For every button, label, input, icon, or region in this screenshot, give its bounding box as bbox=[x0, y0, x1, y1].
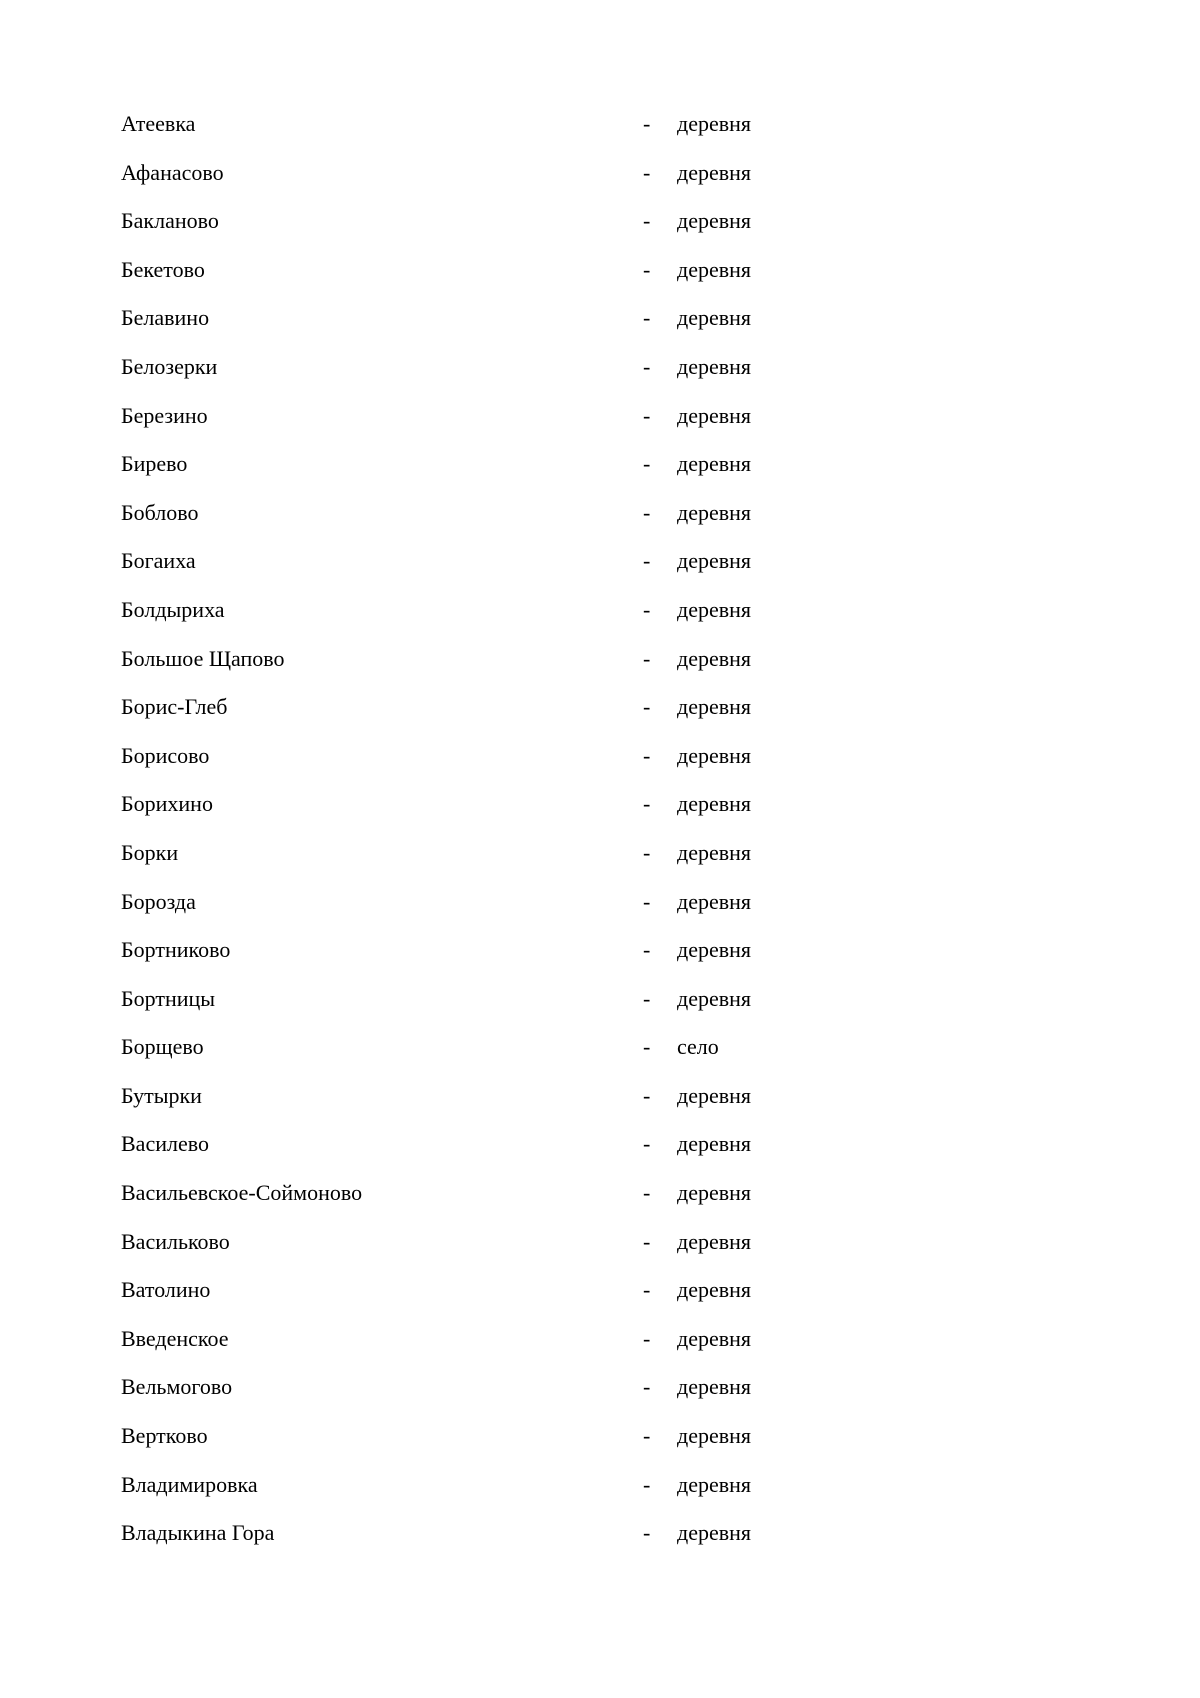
settlement-type: деревня bbox=[677, 839, 752, 865]
separator-dash: - bbox=[643, 1131, 651, 1157]
settlement-name: Ватолино bbox=[121, 1277, 211, 1303]
settlement-name: Боблово bbox=[121, 499, 199, 525]
settlement-name: Бакланово bbox=[121, 208, 219, 234]
list-item bbox=[121, 1081, 881, 1130]
settlement-name: Владыкина Гора bbox=[121, 1520, 275, 1546]
list-item bbox=[121, 1227, 881, 1276]
settlement-type: деревня bbox=[677, 791, 752, 817]
separator-dash: - bbox=[643, 499, 651, 525]
settlement-name: Болдыриха bbox=[121, 596, 225, 622]
settlement-type: деревня bbox=[677, 353, 752, 379]
separator-dash: - bbox=[643, 1277, 651, 1303]
settlement-type: деревня bbox=[677, 742, 752, 768]
settlement-name: Бортниково bbox=[121, 937, 231, 963]
list-item bbox=[121, 1129, 881, 1178]
separator-dash: - bbox=[643, 159, 651, 185]
list-item bbox=[121, 1421, 881, 1470]
list-item bbox=[121, 692, 881, 741]
settlement-name: Бутырки bbox=[121, 1082, 202, 1108]
settlement-type: деревня bbox=[677, 548, 752, 574]
settlement-name: Борщево bbox=[121, 1034, 204, 1060]
separator-dash: - bbox=[643, 208, 651, 234]
list-item bbox=[121, 158, 881, 207]
separator-dash: - bbox=[643, 1520, 651, 1546]
settlement-type: деревня bbox=[677, 888, 752, 914]
list-item bbox=[121, 255, 881, 304]
list-item bbox=[121, 984, 881, 1033]
settlement-name: Борозда bbox=[121, 888, 196, 914]
settlement-name: Борки bbox=[121, 839, 179, 865]
settlement-type: деревня bbox=[677, 1423, 752, 1449]
list-item bbox=[121, 1518, 881, 1567]
list-item bbox=[121, 1032, 881, 1081]
settlement-name: Березино bbox=[121, 402, 208, 428]
settlement-type: деревня bbox=[677, 499, 752, 525]
settlement-type: деревня bbox=[677, 1082, 752, 1108]
separator-dash: - bbox=[643, 1423, 651, 1449]
settlement-name: Белавино bbox=[121, 305, 210, 331]
separator-dash: - bbox=[643, 548, 651, 574]
settlement-type: деревня bbox=[677, 1325, 752, 1351]
separator-dash: - bbox=[643, 1374, 651, 1400]
separator-dash: - bbox=[643, 353, 651, 379]
list-item bbox=[121, 935, 881, 984]
settlement-name: Афанасово bbox=[121, 159, 224, 185]
settlement-type: деревня bbox=[677, 1471, 752, 1497]
settlement-type: деревня bbox=[677, 159, 752, 185]
settlement-type: деревня bbox=[677, 305, 752, 331]
settlement-name: Борихино bbox=[121, 791, 213, 817]
settlement-type: деревня bbox=[677, 596, 752, 622]
settlement-name: Василево bbox=[121, 1131, 209, 1157]
settlement-type: деревня bbox=[677, 1374, 752, 1400]
settlement-name: Вельмогово bbox=[121, 1374, 233, 1400]
list-item bbox=[121, 1324, 881, 1373]
settlement-type: деревня bbox=[677, 985, 752, 1011]
separator-dash: - bbox=[643, 402, 651, 428]
settlement-type: деревня bbox=[677, 694, 752, 720]
separator-dash: - bbox=[643, 839, 651, 865]
settlement-type: деревня bbox=[677, 451, 752, 477]
separator-dash: - bbox=[643, 1471, 651, 1497]
settlement-name: Большое Щапово bbox=[121, 645, 285, 671]
settlement-type: деревня bbox=[677, 1520, 752, 1546]
list-item bbox=[121, 498, 881, 547]
separator-dash: - bbox=[643, 305, 651, 331]
settlement-name: Богаиха bbox=[121, 548, 196, 574]
list-item bbox=[121, 789, 881, 838]
settlement-name: Борисово bbox=[121, 742, 210, 768]
settlement-type: село bbox=[677, 1034, 719, 1060]
settlement-name: Введенское bbox=[121, 1325, 229, 1351]
list-item bbox=[121, 741, 881, 790]
list-item bbox=[121, 644, 881, 693]
settlement-name: Бирево bbox=[121, 451, 188, 477]
settlement-name: Белозерки bbox=[121, 353, 218, 379]
settlement-type: деревня bbox=[677, 1180, 752, 1206]
list-item bbox=[121, 887, 881, 936]
settlement-type: деревня bbox=[677, 1277, 752, 1303]
separator-dash: - bbox=[643, 888, 651, 914]
list-item bbox=[121, 595, 881, 644]
settlement-name: Васильевское-Соймоново bbox=[121, 1180, 363, 1206]
settlement-type: деревня bbox=[677, 1131, 752, 1157]
settlement-list bbox=[121, 109, 881, 1567]
list-item bbox=[121, 1275, 881, 1324]
separator-dash: - bbox=[643, 111, 651, 136]
separator-dash: - bbox=[643, 596, 651, 622]
list-item bbox=[121, 401, 881, 450]
settlement-type: деревня bbox=[677, 645, 752, 671]
list-item bbox=[121, 1178, 881, 1227]
list-item bbox=[121, 546, 881, 595]
separator-dash: - bbox=[643, 985, 651, 1011]
settlement-type: деревня bbox=[677, 111, 752, 136]
separator-dash: - bbox=[643, 1082, 651, 1108]
separator-dash: - bbox=[643, 742, 651, 768]
settlement-type: деревня bbox=[677, 402, 752, 428]
separator-dash: - bbox=[643, 937, 651, 963]
list-item bbox=[121, 206, 881, 255]
list-item bbox=[121, 109, 881, 158]
separator-dash: - bbox=[643, 1325, 651, 1351]
list-item bbox=[121, 838, 881, 887]
settlement-name: Вертково bbox=[121, 1423, 208, 1449]
separator-dash: - bbox=[643, 256, 651, 282]
list-item bbox=[121, 449, 881, 498]
separator-dash: - bbox=[643, 1180, 651, 1206]
separator-dash: - bbox=[643, 791, 651, 817]
settlement-type: деревня bbox=[677, 1228, 752, 1254]
separator-dash: - bbox=[643, 1228, 651, 1254]
settlement-name: Владимировка bbox=[121, 1471, 258, 1497]
separator-dash: - bbox=[643, 451, 651, 477]
list-item bbox=[121, 1372, 881, 1421]
settlement-name: Васильково bbox=[121, 1228, 230, 1254]
separator-dash: - bbox=[643, 694, 651, 720]
settlement-type: деревня bbox=[677, 937, 752, 963]
list-item bbox=[121, 1470, 881, 1519]
settlement-type: деревня bbox=[677, 256, 752, 282]
settlement-name: Атеевка bbox=[121, 111, 196, 136]
settlement-name: Борис-Глеб bbox=[121, 694, 228, 720]
settlement-name: Бортницы bbox=[121, 985, 216, 1011]
separator-dash: - bbox=[643, 645, 651, 671]
separator-dash: - bbox=[643, 1034, 651, 1060]
settlement-type: деревня bbox=[677, 208, 752, 234]
list-item bbox=[121, 303, 881, 352]
list-item bbox=[121, 352, 881, 401]
settlement-name: Бекетово bbox=[121, 256, 205, 282]
